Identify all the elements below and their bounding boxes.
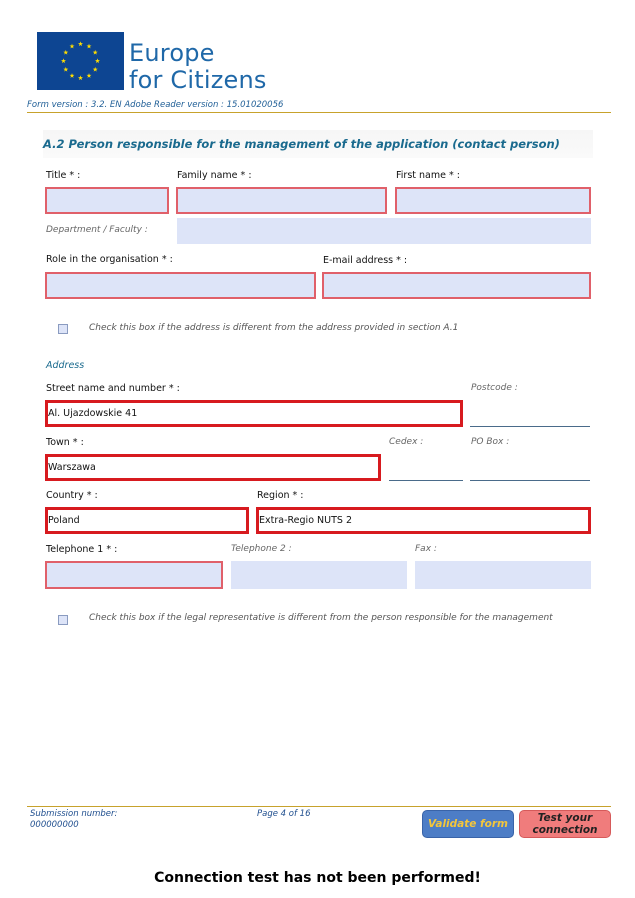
section-title: A.2 Person responsible for the management of the application (contact person) xyxy=(43,137,560,151)
legal-rep-different-checkbox[interactable] xyxy=(58,615,68,625)
eu-stars-icon xyxy=(37,32,124,90)
department-input[interactable] xyxy=(177,218,591,244)
logo-line-2: for Citizens xyxy=(129,66,267,94)
fax-label: Fax : xyxy=(415,544,437,554)
form-version: Form version : 3.2. EN Adobe Reader version : 15.01020056 xyxy=(27,100,284,110)
header-divider xyxy=(27,112,611,113)
address-different-checkbox[interactable] xyxy=(58,324,68,334)
cedex-input[interactable] xyxy=(389,460,463,481)
telephone2-label: Telephone 2 : xyxy=(231,544,292,554)
connection-status-message: Connection test has not been performed! xyxy=(154,870,481,886)
town-input[interactable]: Warszawa xyxy=(45,454,381,481)
address-different-label: Check this box if the address is different from the address provided in section A.1 xyxy=(89,323,459,333)
address-heading: Address xyxy=(46,360,85,371)
logo-line-1: Europe xyxy=(129,39,215,67)
email-input[interactable] xyxy=(322,272,591,299)
page-number: Page 4 of 16 xyxy=(257,809,311,819)
postcode-label: Postcode : xyxy=(471,383,518,393)
role-input[interactable] xyxy=(45,272,316,299)
family-name-label: Family name * : xyxy=(177,170,252,181)
logo-wordmark xyxy=(129,40,267,94)
title-label: Title * : xyxy=(46,170,81,181)
fax-input[interactable] xyxy=(415,561,591,589)
region-label: Region * : xyxy=(257,490,304,501)
role-label: Role in the organisation * : xyxy=(46,254,173,265)
validate-form-button[interactable]: Validate form xyxy=(422,810,514,838)
submission-number: 000000000 xyxy=(30,820,79,830)
pobox-label: PO Box : xyxy=(471,437,510,447)
first-name-input[interactable] xyxy=(395,187,591,214)
country-label: Country * : xyxy=(46,490,98,501)
title-input[interactable] xyxy=(45,187,169,214)
department-label: Department / Faculty : xyxy=(46,225,148,235)
telephone2-input[interactable] xyxy=(231,561,407,589)
footer-divider xyxy=(27,806,611,807)
eu-flag-logo xyxy=(37,32,124,90)
test-connection-button[interactable]: Test your connection xyxy=(519,810,611,838)
submission-number-label: Submission number: xyxy=(30,809,118,819)
street-label: Street name and number * : xyxy=(46,383,180,394)
first-name-label: First name * : xyxy=(396,170,460,181)
town-label: Town * : xyxy=(46,437,84,448)
street-input[interactable]: Al. Ujazdowskie 41 xyxy=(45,400,463,427)
email-label: E-mail address * : xyxy=(323,255,408,266)
family-name-input[interactable] xyxy=(176,187,387,214)
telephone1-label: Telephone 1 * : xyxy=(46,544,118,555)
telephone1-input[interactable] xyxy=(45,561,223,589)
region-select[interactable]: Extra-Regio NUTS 2 xyxy=(256,507,591,534)
pobox-input[interactable] xyxy=(470,460,590,481)
legal-rep-different-label: Check this box if the legal representative is different from the person responsible for the management xyxy=(89,613,553,623)
cedex-label: Cedex : xyxy=(389,437,424,447)
postcode-input[interactable] xyxy=(470,406,590,427)
country-select[interactable]: Poland xyxy=(45,507,249,534)
